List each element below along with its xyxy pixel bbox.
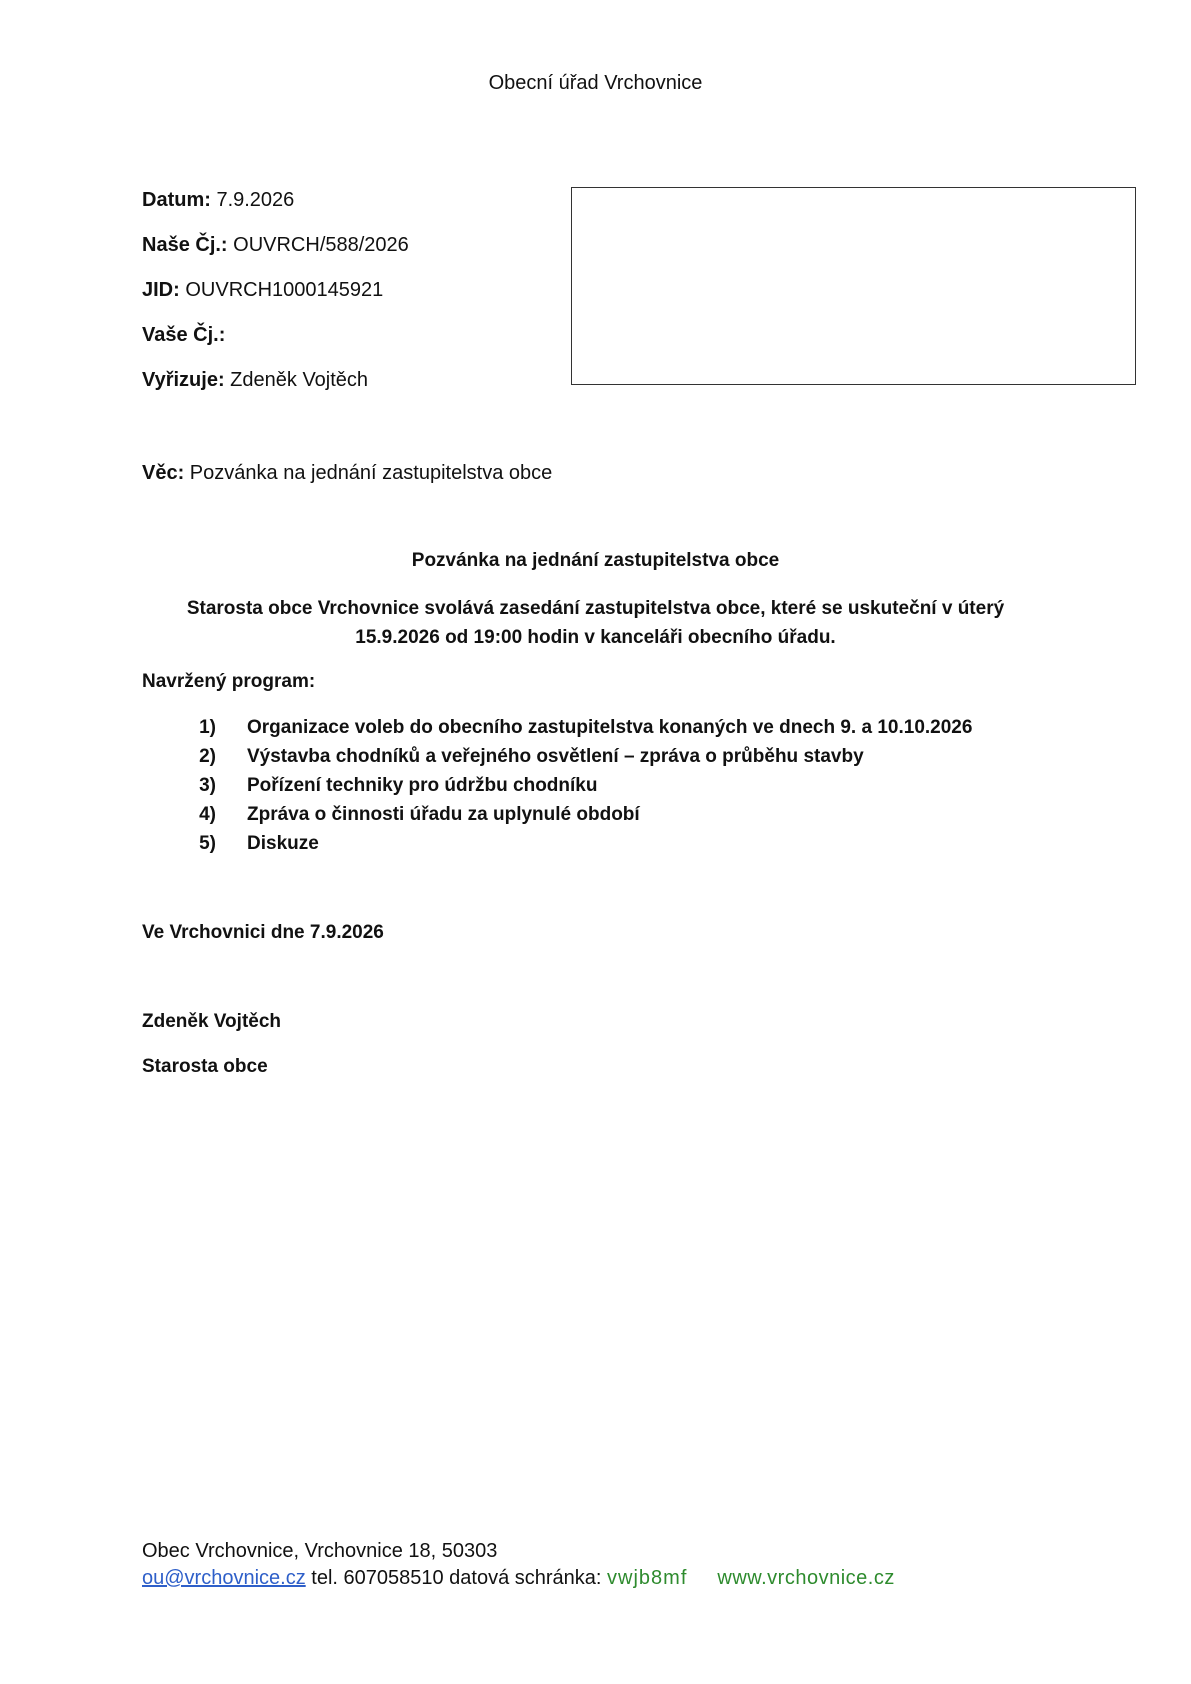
our-ref-row (142, 231, 409, 276)
footer-data-box: vwjb8mf (607, 1567, 688, 1589)
program-label: Navržený program: (142, 671, 316, 692)
invitation-title: Pozvánka na jednání zastupitelstva obce (411, 550, 780, 571)
program-list (178, 713, 972, 858)
program-item (178, 742, 972, 771)
footer-address: Obec Vrchovnice, Vrchovnice 18, 50303 (142, 1540, 498, 1562)
program-item (178, 829, 972, 858)
program-item (178, 771, 972, 800)
your-ref-row (142, 321, 409, 366)
program-item-number: 2) (199, 746, 216, 767)
intro-line-2: 15.9.2026 od 19:00 hodin v kanceláři obecního úřadu. (355, 627, 836, 648)
handled-by-label: Vyřizuje: (142, 369, 225, 391)
recipient-address-box (571, 187, 1136, 385)
program-item-number: 4) (199, 804, 216, 825)
program-item-number: 1) (199, 717, 216, 738)
program-item-number: 3) (199, 775, 216, 796)
handled-by-value: Zdeněk Vojtěch (224, 369, 369, 391)
subject-label: Věc: (142, 462, 185, 484)
signature-name: Zdeněk Vojtěch (142, 1011, 282, 1032)
program-item-number: 5) (199, 833, 216, 854)
program-item (178, 800, 972, 829)
footer-contacts (142, 1565, 895, 1592)
footer-web-link[interactable]: www.vrchovnice.cz (717, 1567, 895, 1589)
date-label: Datum: (142, 189, 211, 211)
our-ref-label: Naše Čj.: (142, 234, 228, 256)
jid-label: JID: (142, 279, 180, 301)
subject-value: Pozvánka na jednání zastupitelstva obce (184, 462, 553, 484)
date-value: 7.9.2026 (210, 189, 295, 211)
footer (142, 1538, 895, 1592)
footer-email-link[interactable]: ou@vrchovnice.cz (142, 1567, 306, 1589)
document-metadata (142, 186, 409, 411)
intro-line-1: Starosta obce Vrchovnice svolává zasedání zastupitelstva obce, které se uskuteční v úterý (186, 598, 1005, 619)
invitation-intro (150, 594, 1041, 652)
program-item-text: Zpráva o činnosti úřadu za uplynulé období (247, 804, 640, 825)
place-and-date: Ve Vrchovnici dne 7.9.2026 (142, 922, 384, 943)
jid-value: OUVRCH1000145921 (179, 279, 384, 301)
date-row (142, 186, 409, 231)
your-ref-label: Vaše Čj.: (142, 324, 226, 346)
jid-row (142, 276, 409, 321)
program-item (178, 713, 972, 742)
our-ref-value: OUVRCH/588/2026 (227, 234, 409, 256)
program-item-text: Organizace voleb do obecního zastupitelstva konaných ve dnech 9. a 10.10.2026 (247, 717, 973, 738)
program-item-text: Pořízení techniky pro údržbu chodníku (247, 775, 598, 796)
footer-phone: tel. 607058510 datová schránka: (305, 1567, 608, 1589)
program-item-text: Diskuze (247, 833, 319, 854)
program-item-text: Výstavba chodníků a veřejného osvětlení – zpráva o průběhu stavby (247, 746, 864, 767)
signature-role: Starosta obce (142, 1056, 268, 1077)
handled-by-row (142, 366, 409, 411)
office-header: Obecní úřad Vrchovnice (488, 72, 703, 94)
subject-line (142, 459, 552, 487)
